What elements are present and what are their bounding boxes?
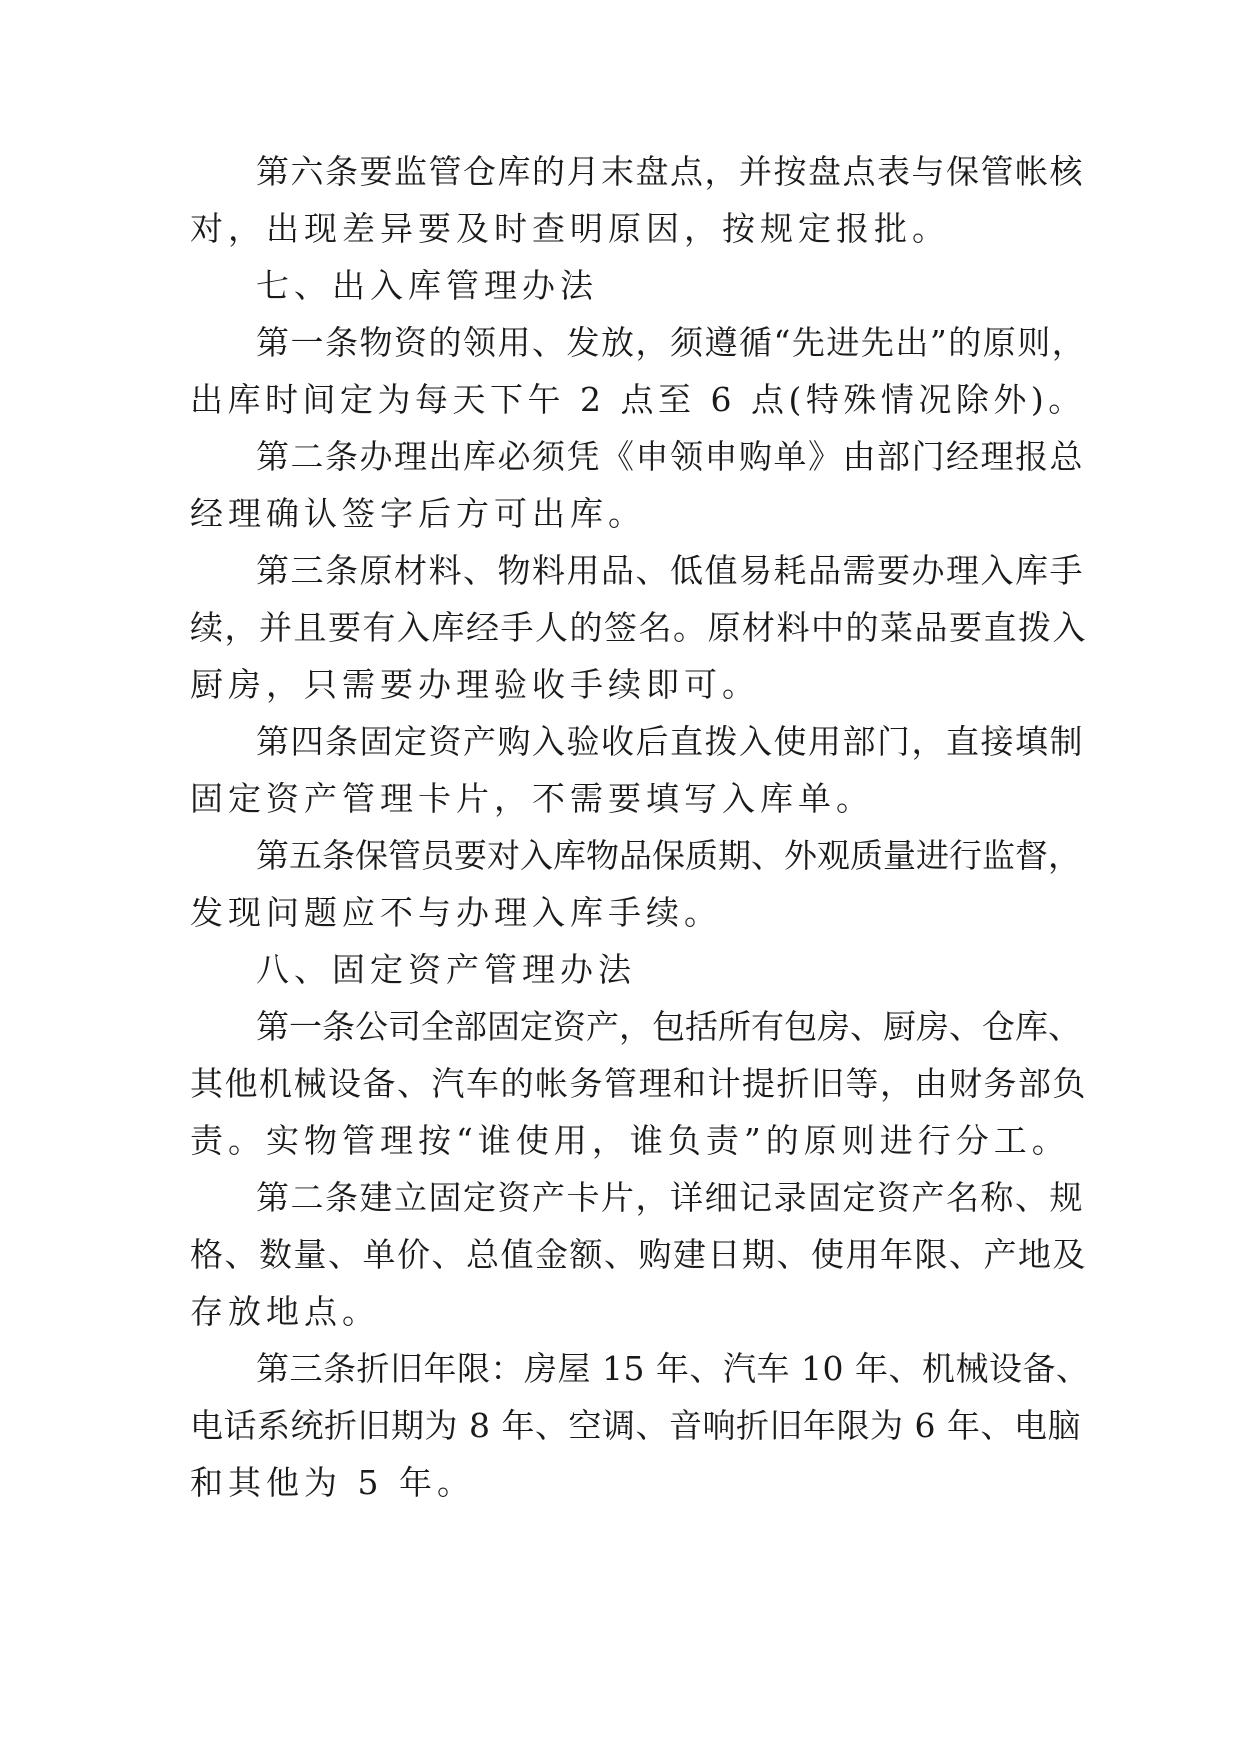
paragraph-line: 和其他为 5 年。 [190, 1463, 475, 1502]
paragraph-line: 第六条要监管仓库的月末盘点，并按盘点表与保管帐核 [256, 152, 1084, 191]
section-heading: 八、固定资产管理办法 [256, 950, 636, 989]
paragraph-line: 第一条物资的领用、发放，须遵循“先进先出”的原则， [256, 323, 1087, 362]
paragraph-line: 厨房，只需要办理验收手续即可。 [190, 665, 760, 704]
paragraph-line: 对，出现差异要及时查明原因，按规定报批。 [190, 209, 950, 248]
paragraph-line: 第三条原材料、物料用品、低值易耗品需要办理入库手 [256, 551, 1084, 590]
paragraph-line: 其他机械设备、汽车的帐务管理和计提折旧等，由财务部负 [190, 1064, 1087, 1103]
paragraph-line: 责。实物管理按“谁使用，谁负责”的原则进行分工。 [190, 1121, 1070, 1160]
paragraph-line: 存放地点。 [190, 1292, 380, 1331]
paragraph-line: 出库时间定为每天下午 2 点至 6 点(特殊情况除外)。 [190, 380, 1086, 419]
paragraph-line: 第一条公司全部固定资产，包括所有包房、厨房、仓库、 [256, 1007, 1081, 1046]
paragraph-line: 第二条建立固定资产卡片，详细记录固定资产名称、规 [256, 1178, 1084, 1217]
paragraph-line: 第三条折旧年限：房屋 15 年、汽车 10 年、机械设备、 [256, 1349, 1090, 1388]
section-heading: 七、出入库管理办法 [256, 266, 598, 305]
paragraph-line: 电话系统折旧期为 8 年、空调、音响折旧年限为 6 年、电脑 [190, 1406, 1081, 1445]
paragraph-line: 经理确认签字后方可出库。 [190, 494, 646, 533]
paragraph-line: 续，并且要有入库经手人的签名。原材料中的菜品要直拨入 [190, 608, 1087, 647]
paragraph-line: 第五条保管员要对入库物品保质期、外观质量进行监督， [256, 836, 1081, 875]
paragraph-line: 格、数量、单价、总值金额、购建日期、使用年限、产地及 [190, 1235, 1087, 1274]
paragraph-line: 固定资产管理卡片，不需要填写入库单。 [190, 779, 874, 818]
paragraph-line: 第二条办理出库必须凭《申领申购单》由部门经理报总 [256, 437, 1084, 476]
paragraph-line: 发现问题应不与办理入库手续。 [190, 893, 722, 932]
paragraph-line: 第四条固定资产购入验收后直拨入使用部门，直接填制 [256, 722, 1084, 761]
